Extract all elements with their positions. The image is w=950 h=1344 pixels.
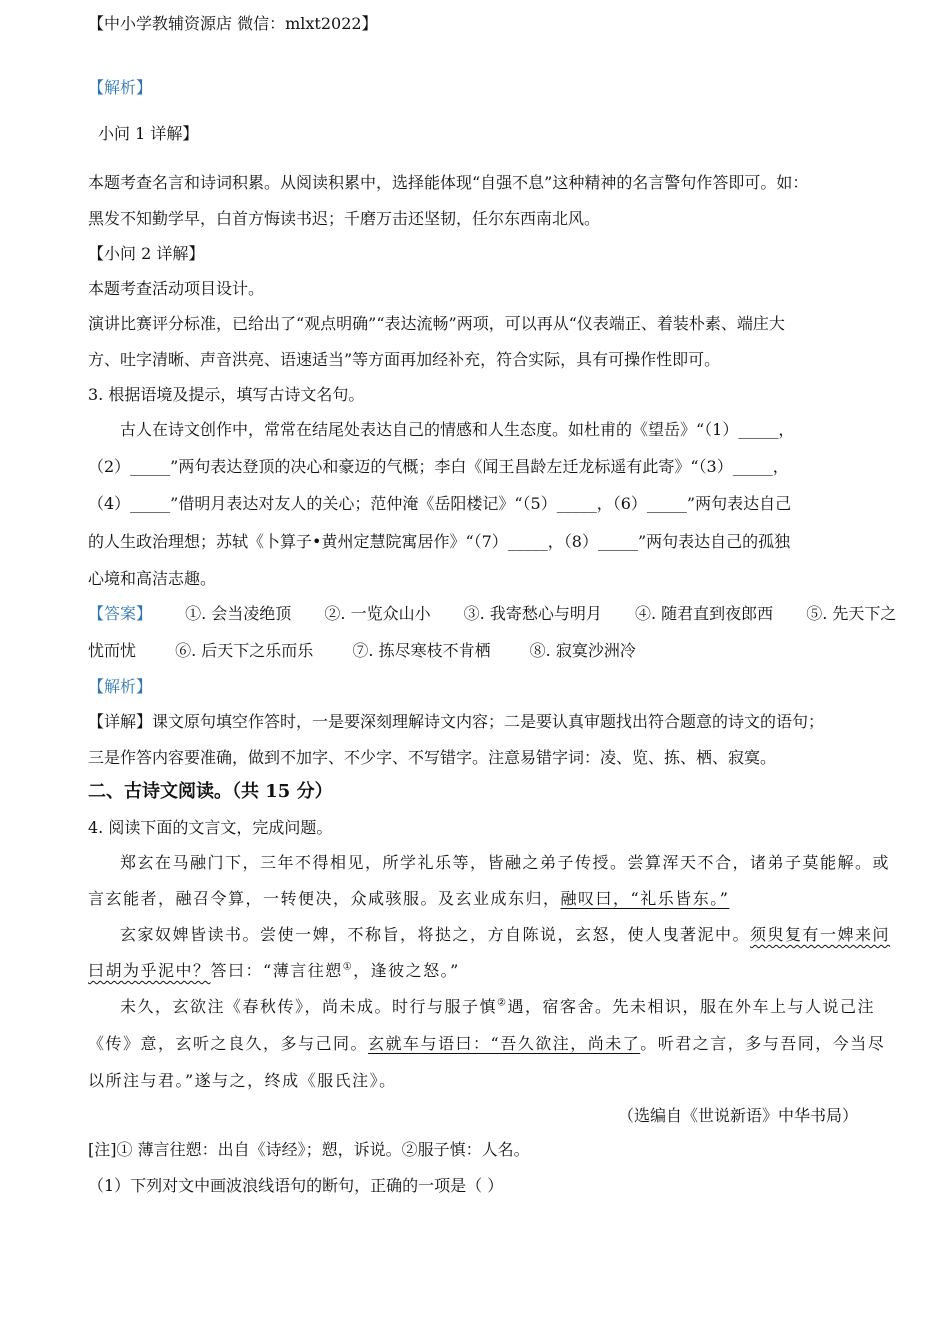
question-3-line-2: （2）_____”两句表达登顶的决心和豪迈的气概；李白《闻王昌龄左迁龙标遥有此寄》“（3）_____， xyxy=(88,457,789,476)
sub-question-4-1: （1）下列对文中画波浪线语句的断句，正确的一项是（ ） xyxy=(88,1176,504,1195)
sub-question-1-title: 小问 1 详解】 xyxy=(98,124,199,143)
wavy-sentence-part-1: 须臾复有一婢来问 xyxy=(750,925,891,944)
passage-line-4 xyxy=(88,961,460,981)
passage-line-5-text-end: 遇，宿客舍。先未相识，服在外车上与人说己注 xyxy=(507,997,875,1016)
question-3-line-1: 古人在诗文创作中，常常在结尾处表达自己的情感和人生态度。如杜甫的《望岳》“（1）_____， xyxy=(120,420,795,439)
answer-6: ⑥. 后天下之乐而乐 xyxy=(175,641,314,660)
passage-line-6 xyxy=(88,1034,885,1054)
detail-line-1: 【详解】课文原句填空作答时，一是要深刻理解诗文内容；二是要认真审题找出符合题意的诗文的语句； xyxy=(88,712,825,731)
source-citation: （选编自《世说新语》中华书局） xyxy=(617,1106,858,1125)
underlined-sentence-2: 玄就车与语曰：“吾久欲注，尚未了 xyxy=(368,1034,641,1053)
sub-question-2-body-line-3: 方、吐字清晰、声音洪亮、语速适当”等方面再加经补充，符合实际，具有可操作性即可。 xyxy=(88,350,721,369)
sub-question-2-body-line-1: 本题考查活动项目设计。 xyxy=(88,279,265,298)
answer-label: 【答案】 xyxy=(88,604,153,623)
answer-2: ②. 一览众山小 xyxy=(324,604,431,623)
annotation-notes: [注]① 薄言往愬：出自《诗经》；愬，诉说。②服子慎：人名。 xyxy=(88,1140,530,1159)
passage-line-7: 以所注与君。”遂与之，终成《服氏注》。 xyxy=(88,1071,397,1090)
question-4-title: 4. 阅读下面的文言文，完成问题。 xyxy=(88,818,333,837)
answer-8: ⑧. 寂寞沙洲冷 xyxy=(529,641,636,660)
answer-line-2 xyxy=(88,641,636,661)
passage-line-2-text: 言玄能者，融召令算，一转便决，众咸骇服。及玄业成东归， xyxy=(88,889,561,908)
answer-4: ④. 随君直到夜郎西 xyxy=(634,604,774,623)
answer-3: ③. 我寄愁心与明月 xyxy=(463,604,602,623)
passage-line-1: 郑玄在马融门下，三年不得相见，所学礼乐等，皆融之弟子传授。尝算浑天不合，诸弟子莫能解。或 xyxy=(120,853,891,872)
question-3-line-5: 心境和高洁志趣。 xyxy=(88,569,217,588)
wavy-sentence-part-2: 曰胡为乎泥中？ xyxy=(88,961,211,980)
sub-question-1-body-line-1: 本题考查名言和诗词积累。从阅读积累中，选择能体现“自强不息”这种精神的名言警句作答即可。如： xyxy=(88,173,809,192)
question-3-line-3: （4）_____”借明月表达对友人的关心；范仲淹《岳阳楼记》“（5）_____，（6）_____”两句表达自己 xyxy=(88,494,792,513)
passage-line-4-text-end: ，逢彼之怒。” xyxy=(353,961,460,980)
passage-line-3-text: 玄家奴婢皆读书。尝使一婢，不称旨，将挞之，方自陈说，玄怒，使人曳著泥中。 xyxy=(120,925,751,944)
page-header: 【中小学教辅资源店 微信：mlxt2022】 xyxy=(88,14,378,33)
answer-1: ①. 会当凌绝顶 xyxy=(185,604,292,623)
passage-line-4-text: 答曰：“薄言往愬 xyxy=(210,961,343,980)
passage-line-5-text: 未久，玄欲注《春秋传》，尚未成。时行与服子慎 xyxy=(120,997,498,1016)
passage-line-6-text-end: 。听君之言，多与吾同，今当尽 xyxy=(640,1034,886,1053)
passage-line-3 xyxy=(120,925,890,945)
passage-line-6-text: 《传》意，玄听之良久，多与己同。 xyxy=(88,1034,369,1053)
answer-5: ⑤. 先天下之 xyxy=(806,604,897,623)
answer-5-cont: 忧而忧 xyxy=(88,641,137,660)
answer-line-1 xyxy=(88,604,896,624)
sub-question-2-title: 【小问 2 详解】 xyxy=(88,244,205,263)
sub-question-2-body-line-2: 演讲比赛评分标准，已给出了“观点明确”“表达流畅”两项，可以再从“仪表端正、着装朴素、端庄大 xyxy=(88,314,785,333)
analysis-label-1: 【解析】 xyxy=(88,78,153,97)
detail-line-2: 三是作答内容要准确，做到不加字、不少字、不写错字。注意易错字词：凌、览、拣、栖、寂寞。 xyxy=(88,748,777,767)
question-3-line-4: 的人生政治理想；苏轼《卜算子•黄州定慧院寓居作》“（7）_____，（8）_____”两句表达自己的孤独 xyxy=(88,532,791,551)
note-marker-2: ② xyxy=(497,997,508,1009)
note-marker-1: ① xyxy=(342,961,354,973)
analysis-label-2: 【解析】 xyxy=(88,677,153,696)
sub-question-1-body-line-2: 黑发不知勤学早，白首方悔读书迟；千磨万击还坚韧，任尔东西南北风。 xyxy=(88,209,601,228)
underlined-sentence-1: 融叹曰，“礼乐皆东。” xyxy=(560,889,730,908)
section-2-heading: 二、古诗文阅读。（共 15 分） xyxy=(88,781,333,802)
answer-7: ⑦. 拣尽寒枝不肯栖 xyxy=(352,641,491,660)
question-3-title: 3. 根据语境及提示，填写古诗文名句。 xyxy=(88,385,365,404)
passage-line-2 xyxy=(88,889,729,909)
passage-line-5 xyxy=(120,997,875,1017)
